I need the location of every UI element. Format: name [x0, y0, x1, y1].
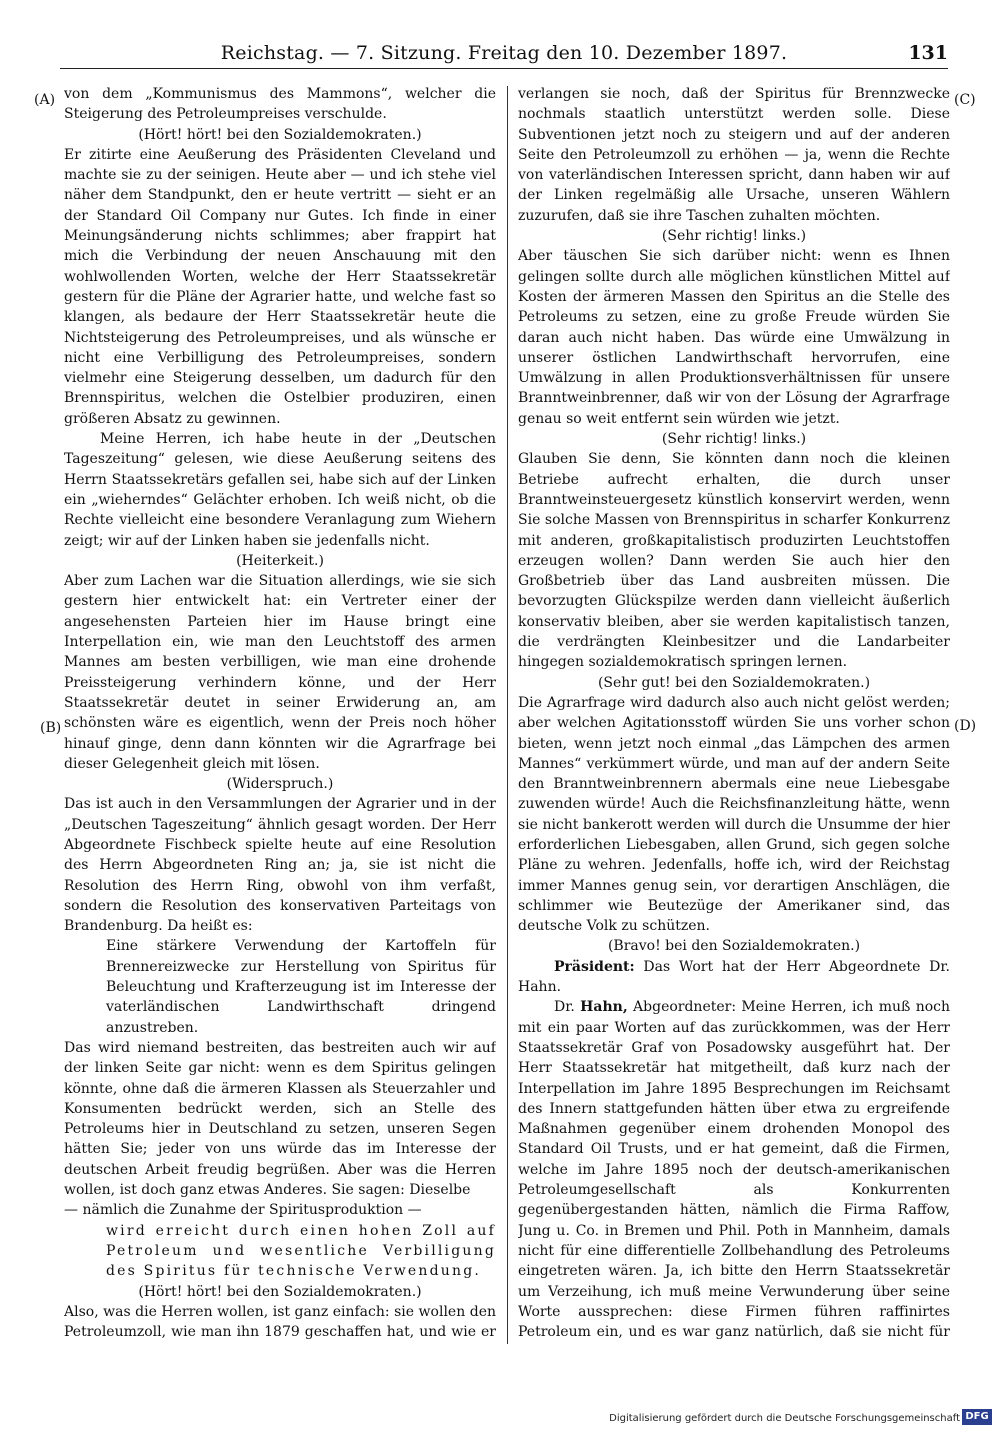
digitization-credit: Digitalisierung gefördert durch die Deutsche Forschungsgemeinschaft [609, 1413, 960, 1424]
paragraph: Meine Herren, ich habe heute in der „Deutschen Tageszeitung“ gelesen, wie diese Aeußerung seitens des Herrn Staatssekretärs gefallen sei, habe sich auf der Linken ein „wieherndes“ Gelächter erhoben. Ich weiß nicht, ob die Rechte vielleicht eine besondere Veranlagung zum Wiehern zeigt; wir auf der Linken haben sie jedenfalls nicht. [64, 431, 496, 549]
speaker-title: Dr. [554, 999, 575, 1016]
page-number: 131 [908, 42, 948, 64]
interjection: (Hört! hört! bei den Sozialdemokraten.) [138, 126, 422, 143]
interjection: (Widerspruch.) [226, 776, 334, 793]
paragraph: Aber zum Lachen war die Situation allerdings, wie sie sich gestern hier entwickelt hat: ein Vertreter einer der angesehensten Parteien hier im Hause bringt eine Interpellation ein, wie man den Leuchtstoff des armen Mannes am besten verbilligen, wie man eine drohende Preissteigerung verhindern könne, und der Herr Staatssekretär deutet in seiner Erwiderung an, am schönsten wäre es eigentlich, wenn der Preis noch höher hinauf ginge, denn dann könnten wir die Agrarfrage bei dieser Gelegenheit gleich mit lösen. [64, 573, 496, 772]
paragraph: Das ist auch in den Versammlungen der Agrarier und in der „Deutschen Tageszeitung“ ähnlich gesagt worden. Der Herr Abgeordnete Fischbeck spielte heute auf eine Resolution des Herrn Abgeordneten Ring an; ja, sie ist nicht die Resolution des Herrn Ring, obwohl von ihm verfaßt, sondern die Resolution des konservativen Parteitags von Brandenburg. Da heißt es: [64, 796, 496, 935]
president-statement [518, 957, 950, 998]
block-quote-spaced: wird erreicht durch einen hohen Zoll auf Petroleum und wesentliche Verbilligung des Spiritus für technische Verwendung. [106, 1222, 496, 1280]
hahn-text: Abgeordneter: Meine Herren, ich muß noch mit ein paar Worten auf das zurückkommen, was der Herr Staatssekretär Graf von Posadowsky ausgeführt hat. Der Herr Staatssekretär hat mitgetheilt, daß kurz nach der Interpellation im Jahre 1895 Besprechungen im Reichsamt des Innern stattgefunden hätten über etwa zu ergreifende Maßnahmen gegenüber einem drohenden Monopol des Standard Oil Trusts, und er hat gemeint, daß die Firmen, welche im Jahre 1895 noch der deutsch-amerikanischen Petroleumgesellschaft als Konkurrenten gegenübergestanden hätten, nämlich die Firma Raffow, Jung u. Co. in Bremen und Phil. Poth in Mannheim, damals nicht für eine differentielle Zollbehandlung des Petroleums eingetreten wären. Ja, ich bitte den Herrn Staatssekretär um Verzeihung, ich muß meine Verwunderung über seine Worte aussprechen: diese Firmen führen raffinirtes Petroleum ein, und es war ganz natürlich, daß sie nicht für [518, 999, 950, 1341]
paragraph: Also, was die Herren wollen, ist ganz einfach: sie wollen den Petroleumzoll, wie man ihn 1879 geschaffen hat, und wie er [64, 1303, 496, 1341]
speaker-hahn: Hahn, [580, 999, 628, 1016]
page-header [60, 34, 948, 64]
margin-mark-a: (A) [34, 92, 56, 108]
right-column [518, 84, 950, 1344]
paragraph: Er zitirte eine Aeußerung des Präsidenten Cleveland und machte sie zu der seinigen. Heute aber — und ich stehe viel näher dem Standpunkt, den er heute vertritt — sieht er an der Standard Oil Company nur Gutes. Ich finde in einer Meinungsänderung nichts schlimmes; aber frappirt hat mich die Verbindung der neuen Anschauung mit den wohlwollenden Worten, welche der Herr Staatssekretär gestern für die Pläne der Agrarier hatte, und welche fast so klangen, als bedaure der Herr Staatssekretär heute die Nichtsteigerung des Petroleumpreises, und als wünsche er nicht eine Verbilligung des Petroleumpreises, sondern vielmehr eine Steigerung desselben, um dadurch für den Brennspiritus, welchen die Ostelbier produziren, einen größeren Absatz zu gewinnen. [64, 146, 496, 427]
paragraph: Aber täuschen Sie sich darüber nicht: wenn es Ihnen gelingen sollte durch alle möglichen künstlichen Mittel auf Kosten der ärmeren Massen den Spiritus an die Stelle des Petroleums zu setzen, eine zu große Freude würden Sie daran auch nicht haben. Das würde eine Umwälzung in unserer östlichen Landwirthschaft hervorrufen, eine Umwälzung in allen Produktionsverhältnissen für unsere Branntweinbrenner, daß wir von der Lösung der Agrarfrage genau so weit entfernt sein würden wie jetzt. [518, 248, 950, 427]
speaker-president: Präsident: [554, 958, 635, 975]
block-quote: Eine stärkere Verwendung der Kartoffeln für Brennereizwecke zur Herstellung von Spiritus für Beleuchtung und Krafterzeugung ist im Interesse der vaterländischen Landwirthschaft dringend anzustreben. [106, 938, 496, 1036]
paragraph: von dem „Kommunismus des Mammons“, welcher die Steigerung des Petroleumpreises verschulde. [64, 86, 496, 123]
running-title: Reichstag. — 7. Sitzung. Freitag den 10. Dezember 1897. [220, 42, 788, 64]
paragraph: — nämlich die Zunahme der Spiritusproduktion — [64, 1202, 422, 1219]
margin-mark-c: (C) [954, 92, 976, 108]
interjection: (Sehr richtig! links.) [661, 431, 807, 448]
dfg-logo: DFG [962, 1409, 992, 1425]
header-rule [60, 68, 948, 69]
paragraph: Die Agrarfrage wird dadurch also auch nicht gelöst werden; aber welchen Agitationsstoff würden Sie uns vorher schon bieten, wenn jetzt noch einmal „das Lämpchen des armen Mannes“ verkümmert würde, und man auf der andern Seite den Branntweinbrennern abermals eine neue Liebesgabe zuwenden würde! Auch die Reichsfinanzleitung hätte, wenn sie nicht bankerott werden will durch die Unsumme der hier erforderlichen Liebesgaben, allen Grund, sich gegen solche Pläne zu wehren. Jedenfalls, hoffe ich, wird der Reichstag immer Mannes genug sein, vor derartigen Anschlägen, die schlimmer wie Beutezüge der Amerikaner sind, das deutsche Volk zu schützen. [518, 694, 950, 935]
margin-mark-b: (B) [40, 720, 62, 736]
margin-mark-d: (D) [954, 718, 977, 734]
interjection: (Heiterkeit.) [236, 552, 324, 569]
column-divider [507, 86, 508, 1344]
interjection: (Sehr richtig! links.) [661, 228, 807, 245]
paragraph: verlangen sie noch, daß der Spiritus für Brennzwecke nochmals staatlich unterstützt werden solle. Diese Subventionen jetzt noch zu steigern und auf der anderen Seite den Petroleumzoll zu erhöhen — ja, wenn die Rechte von vaterländischen Interessen spricht, dann haben wir auf der Linken regelmäßig alle Ursache, unseren Wählern zuzurufen, daß sie ihre Taschen zuhalten möchten. [518, 86, 950, 224]
paragraph: Glauben Sie denn, Sie könnten dann noch die kleinen Betriebe aufrecht erhalten, die durch unser Branntweinsteuergesetz künstlich konservirt werden, wenn Sie solche Massen von Brennspiritus in scharfer Konkurrenz mit anderen, großkapitalistisch produzirten Leuchtstoffen erzeugen wollen? Dann werden Sie auch hier den Großbetrieb über das Land ausbreiten müssen. Die bevorzugten Glückspilze werden dann vielleicht äußerlich konservativ bleiben, aber sie werden kapitalistisch tanzen, die verdrängten Kleinbesitzer und die Landarbeiter hingegen sozialdemokratisch springen lernen. [518, 451, 950, 671]
interjection: (Bravo! bei den Sozialdemokraten.) [607, 938, 861, 955]
paragraph: Das wird niemand bestreiten, das bestreiten auch wir auf der linken Seite gar nicht: wenn es dem Spiritus gelingen könnte, ohne daß die ärmeren Klassen als Steuerzahler und Konsumenten bedrückt werden, sich an Stelle des Petroleums hier in Deutschland zu setzen, unseren Segen hätten Sie; jeder von uns würde das im Interesse der deutschen Arbeit freudig begrüßen. Aber was die Herren wollen, ist doch ganz etwas Anderes. Sie sagen: Dieselbe [64, 1039, 496, 1199]
hahn-speech [518, 997, 950, 1344]
interjection: (Sehr gut! bei den Sozialdemokraten.) [597, 674, 871, 691]
left-column [64, 84, 496, 1344]
interjection: (Hört! hört! bei den Sozialdemokraten.) [138, 1283, 422, 1300]
president-text: Das Wort hat der Herr Abgeordnete Dr. Hahn. [518, 958, 950, 996]
